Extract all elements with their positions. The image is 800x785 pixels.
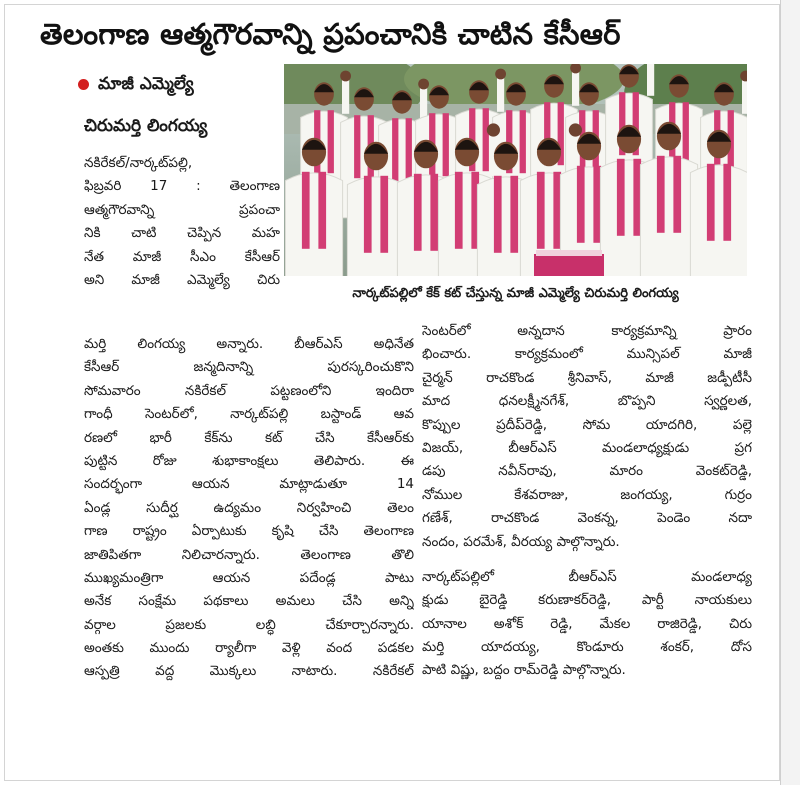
article-line: నార్కట్‌పల్లిలో బీఆర్ఎస్ మండలాధ్య [422,568,752,585]
article-line: ఏండ్ల సుదీర్ఘ ఉద్యమం నిర్వహించి తెలం [84,499,414,516]
article-line: భించారు. కార్యక్రమంలో మున్సిపల్ మాజీ [422,346,752,363]
article-line: చైర్మన్ రాచకొండ శ్రీనివాస్, మాజీ జడ్పీటీసీ [422,369,752,386]
bullet-icon [78,79,89,90]
article-line: కేసీఆర్ జన్మదినాన్ని పురస్కరించుకొని [84,359,414,376]
article-line: నోముల కేశవరాజు, జంగయ్య, గుర్రం [422,486,752,503]
paragraph-gap [422,554,752,566]
article-line: నికి చాటి చెప్పిన మహ [84,225,280,242]
article-line: మర్తి యాదయ్య, కొండూరు శంకర్, దోస [422,639,752,656]
article-line: గాణ రాష్ట్రం ఏర్పాటుకు కృషి చేసి తెలంగాణ [84,523,414,540]
article-line: ఫిబ్రవరి 17 : తెలంగాణ [84,178,280,195]
article-line: వర్గాల ప్రజలకు లబ్ధి చేకూర్చారన్నారు. [84,616,414,633]
article-line: గణేశ్, రాచకొండ వెంకన్న, పెండెం నదా [422,510,752,527]
article-line: మాద ధనలక్ష్మీనగేశ్, బొప్పని స్వర్ణలత, [422,393,752,410]
article-line: గాంధీ సెంటర్‌లో, నార్కట్‌పల్లి బస్టాండ్ ఆవ [84,406,414,423]
article-line: డపు నవీన్‌రావు, మారం వెంకట్‌రెడ్డి, [422,463,752,480]
article-line: సెంటర్‌లో అన్నదాన కార్యక్రమాన్ని ప్రారం [422,323,752,339]
byline-designation-text: మాజీ ఎమ్మెల్యే [98,74,194,94]
article-line: పుట్టిన రోజు శుభాకాంక్షలు తెలిపారు. ఈ [84,452,414,469]
article-line: మర్తి లింగయ్య అన్నారు. బీఆర్ఎస్ అధినేత [84,336,414,352]
article-line: అనేక సంక్షేమ పథకాలు అమలు చేసి అన్ని [84,593,414,610]
article-line: కొప్పుల ప్రదీప్‌రెడ్డి, సోమ యాదగిరి, పల్లె [422,416,752,433]
article-column-left-top [84,152,280,292]
article-line: ఆస్పత్రి వద్ద మొక్కలు నాటారు. నకిరేకల్ [84,663,414,680]
photo-caption: నార్కట్‌పల్లిలో కేక్ కట్ చేస్తున్న మాజీ ఎమ్మెల్యే చిరుమర్తి లింగయ్య [352,286,679,301]
article-line: క్షుడు బైరెడ్డి కరుణాకర్‌రెడ్డి, పార్టీ నాయకులు [422,592,752,609]
article-line: అని మాజీ ఎమ్మెల్యే చిరు [84,271,280,288]
scan-edge [780,0,800,785]
article-line: జాతిపితగా నిలిచారన్నారు. తెలంగాణ తొలి [84,546,414,563]
article-line: ఆత్మగౌరవాన్ని ప్రపంచా [84,201,280,218]
article-line: విజయ్, బీఆర్ఎస్ మండలాధ్యక్షుడు ప్రగ [422,439,752,456]
news-photo [284,64,747,276]
article-line: యానాల అశోక్ రెడ్డి, మేకల రాజిరెడ్డి, చిరు [422,615,752,632]
headline: తెలంగాణ ఆత్మగౌరవాన్ని ప్రపంచానికి చాటిన కేసీఆర్ [40,17,621,51]
article-line: నందం, పరమేశ్, వీరయ్య పాల్గొన్నారు. [422,533,620,550]
article-line: సోమవారం నకిరేకల్ పట్టణంలోని ఇందిరా [84,382,414,399]
article-line: సందర్భంగా ఆయన మాట్లాడుతూ 14 [84,476,414,493]
crowd-photo-illustration [284,64,747,276]
article-line: రణలో భారీ కేక్‌ను కట్ చేసి కేసీఆర్‌కు [84,429,414,446]
byline-designation [78,68,278,100]
article-line: నకిరేకల్/నార్కట్‌పల్లి, [84,155,193,171]
article-line: పాటి విష్ణు, బద్దం రామ్‌రెడ్డి పాల్గొన్నారు. [422,662,626,679]
article-column-left [84,333,414,684]
article-line: అంతకు ముందు ర్యాలీగా వెళ్లి వంద పడకల [84,640,414,657]
article-line: ముఖ్యమంత్రిగా ఆయన పదేండ్ల పాటు [84,569,414,586]
article-line: నేత మాజీ సీఎం కేసీఆర్ [84,248,280,265]
byline-name: చిరుమర్తి లింగయ్య [84,116,208,136]
article-column-right [422,320,752,683]
